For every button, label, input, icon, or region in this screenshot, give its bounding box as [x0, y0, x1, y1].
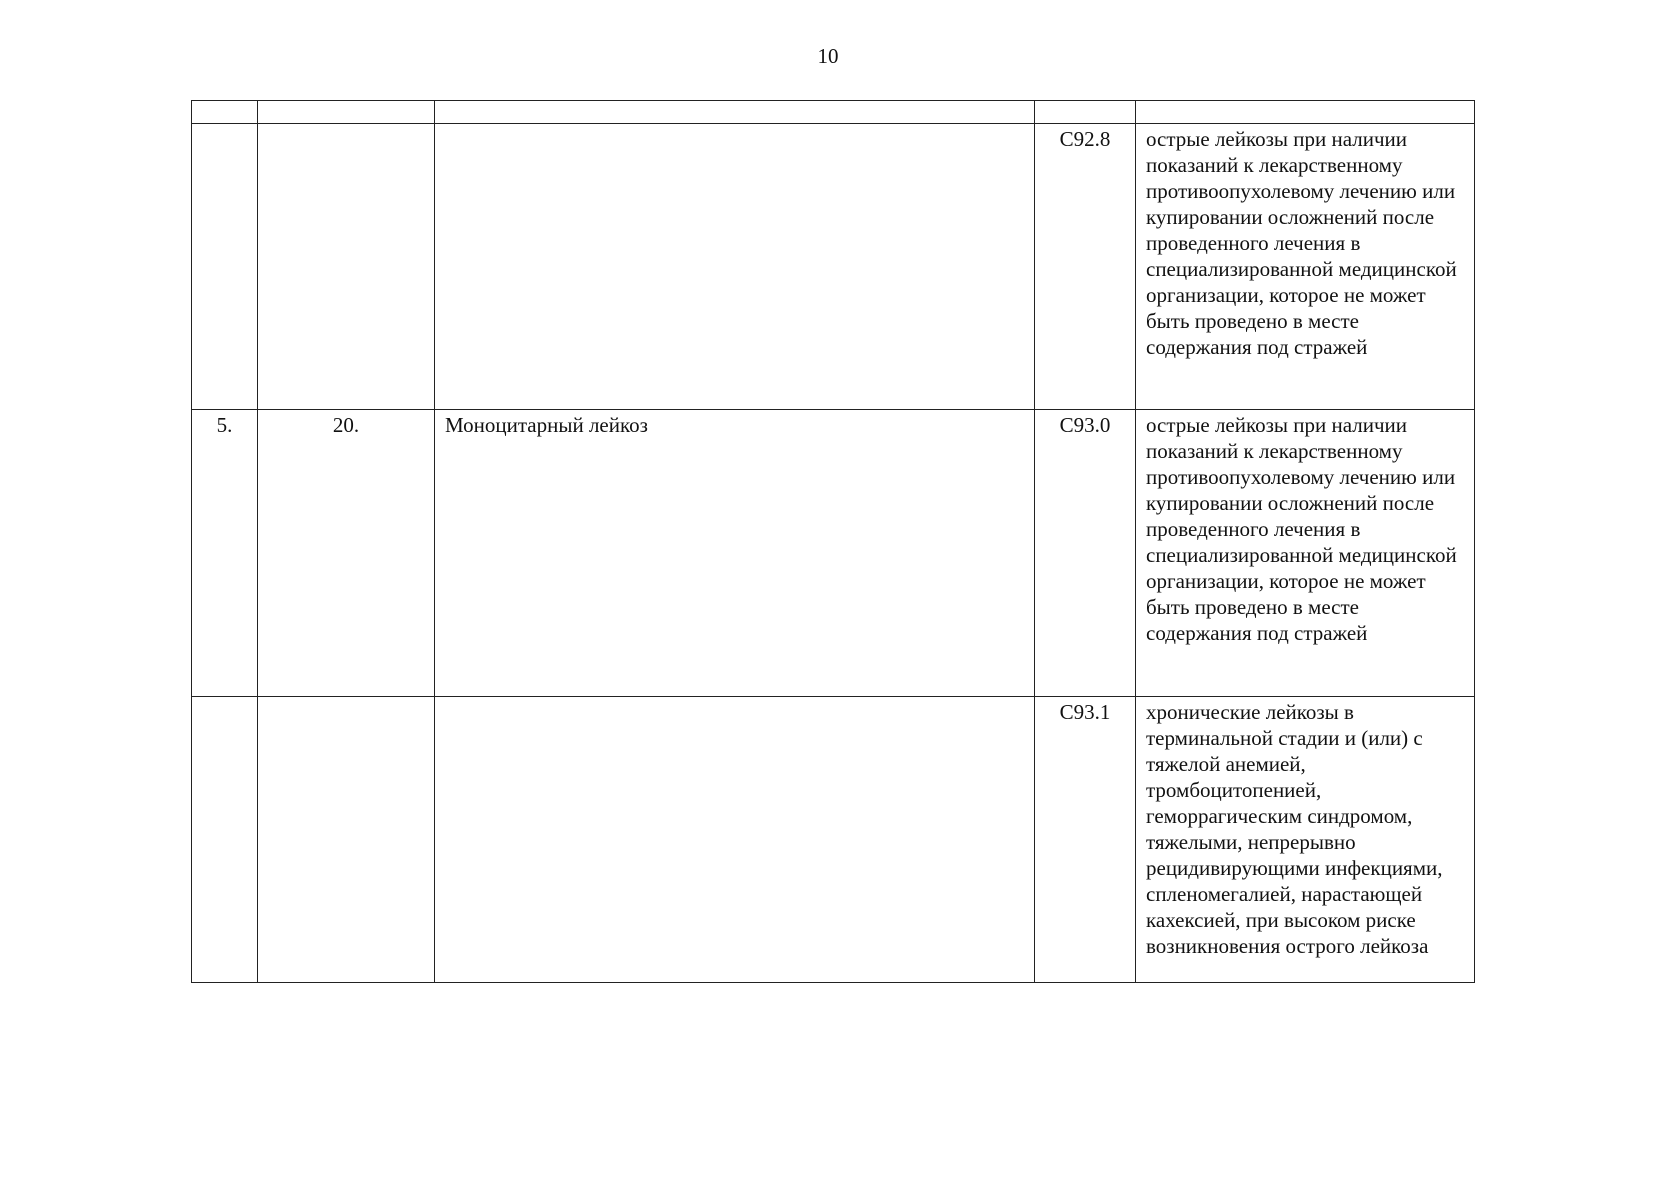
header-cell-index	[258, 101, 435, 124]
row-number-cell	[192, 124, 258, 410]
table-row	[192, 697, 1475, 983]
row-number-cell	[192, 697, 258, 983]
header-cell-name	[435, 101, 1035, 124]
icd-code-cell: С93.1	[1035, 697, 1136, 983]
table-row	[192, 410, 1475, 697]
icd-code-cell: С93.0	[1035, 410, 1136, 697]
disease-name-cell	[435, 124, 1035, 410]
disease-table	[191, 100, 1475, 983]
disease-name-cell	[435, 697, 1035, 983]
row-index-cell	[258, 124, 435, 410]
row-index-cell: 20.	[258, 410, 435, 697]
table-row	[192, 124, 1475, 410]
icd-code-cell: С92.8	[1035, 124, 1136, 410]
page-number: 10	[817, 44, 839, 68]
table-header-row	[192, 101, 1475, 124]
disease-name-cell: Моноцитарный лейкоз	[435, 410, 1035, 697]
condition-cell: острые лейкозы при наличии показаний к лекарственному противоопухолевому лечению или купировании осложнений после проведенного лечения в специализированной медицинской организации, которое не может быть проведено в месте содержания под стражей	[1136, 124, 1475, 410]
row-number-cell: 5.	[192, 410, 258, 697]
header-cell-num	[192, 101, 258, 124]
condition-cell: острые лейкозы при наличии показаний к лекарственному противоопухолевому лечению или купировании осложнений после проведенного лечения в специализированной медицинской организации, которое не может быть проведено в месте содержания под стражей	[1136, 410, 1475, 697]
header-cell-code	[1035, 101, 1136, 124]
row-index-cell	[258, 697, 435, 983]
condition-cell: хронические лейкозы в терминальной стадии и (или) с тяжелой анемией, тромбоцитопенией, геморрагическим синдромом, тяжелыми, непрерывно рецидивирующими инфекциями, спленомегалией, нарастающей кахексией, при высоком риске возникновения острого лейкоза	[1136, 697, 1475, 983]
header-cell-condition	[1136, 101, 1475, 124]
